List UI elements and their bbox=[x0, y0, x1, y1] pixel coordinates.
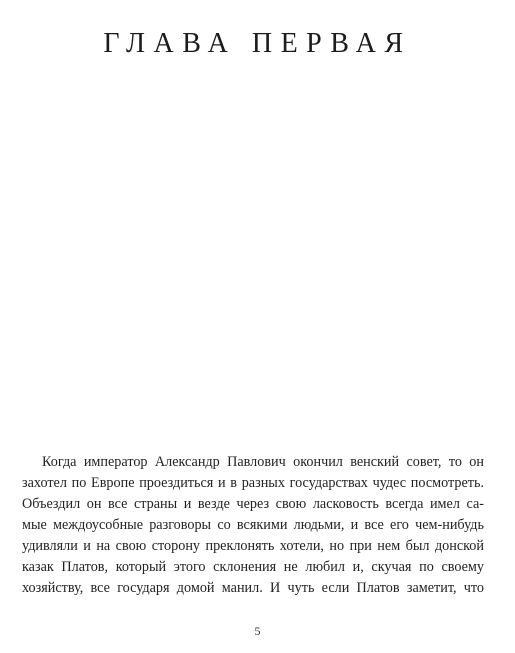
page-number: 5 bbox=[254, 624, 261, 638]
text-line: Когда император Александр Павлович окончил венский совет, то он bbox=[42, 454, 484, 470]
text-line: захотел по Европе проездиться и в разных государствах чудес посмотреть. bbox=[22, 475, 484, 491]
text-line: удивляли и на свою сторону преклонять хотели, но при нем был донской bbox=[22, 538, 484, 554]
text-line: казак Платов, который этого склонения не любил и, скучая по своему bbox=[22, 559, 484, 575]
text-line: мые междоусобные разговоры со всякими людьми, и все его чем-нибудь bbox=[22, 517, 484, 533]
text-line: хозяйству, все государя домой манил. И чуть если Платов заметит, что bbox=[22, 580, 484, 596]
text-line: Объездил он все страны и везде через свою ласковость всегда имел са- bbox=[22, 496, 484, 512]
body-text bbox=[22, 452, 484, 599]
chapter-title: ГЛАВА ПЕРВАЯ bbox=[103, 28, 412, 59]
